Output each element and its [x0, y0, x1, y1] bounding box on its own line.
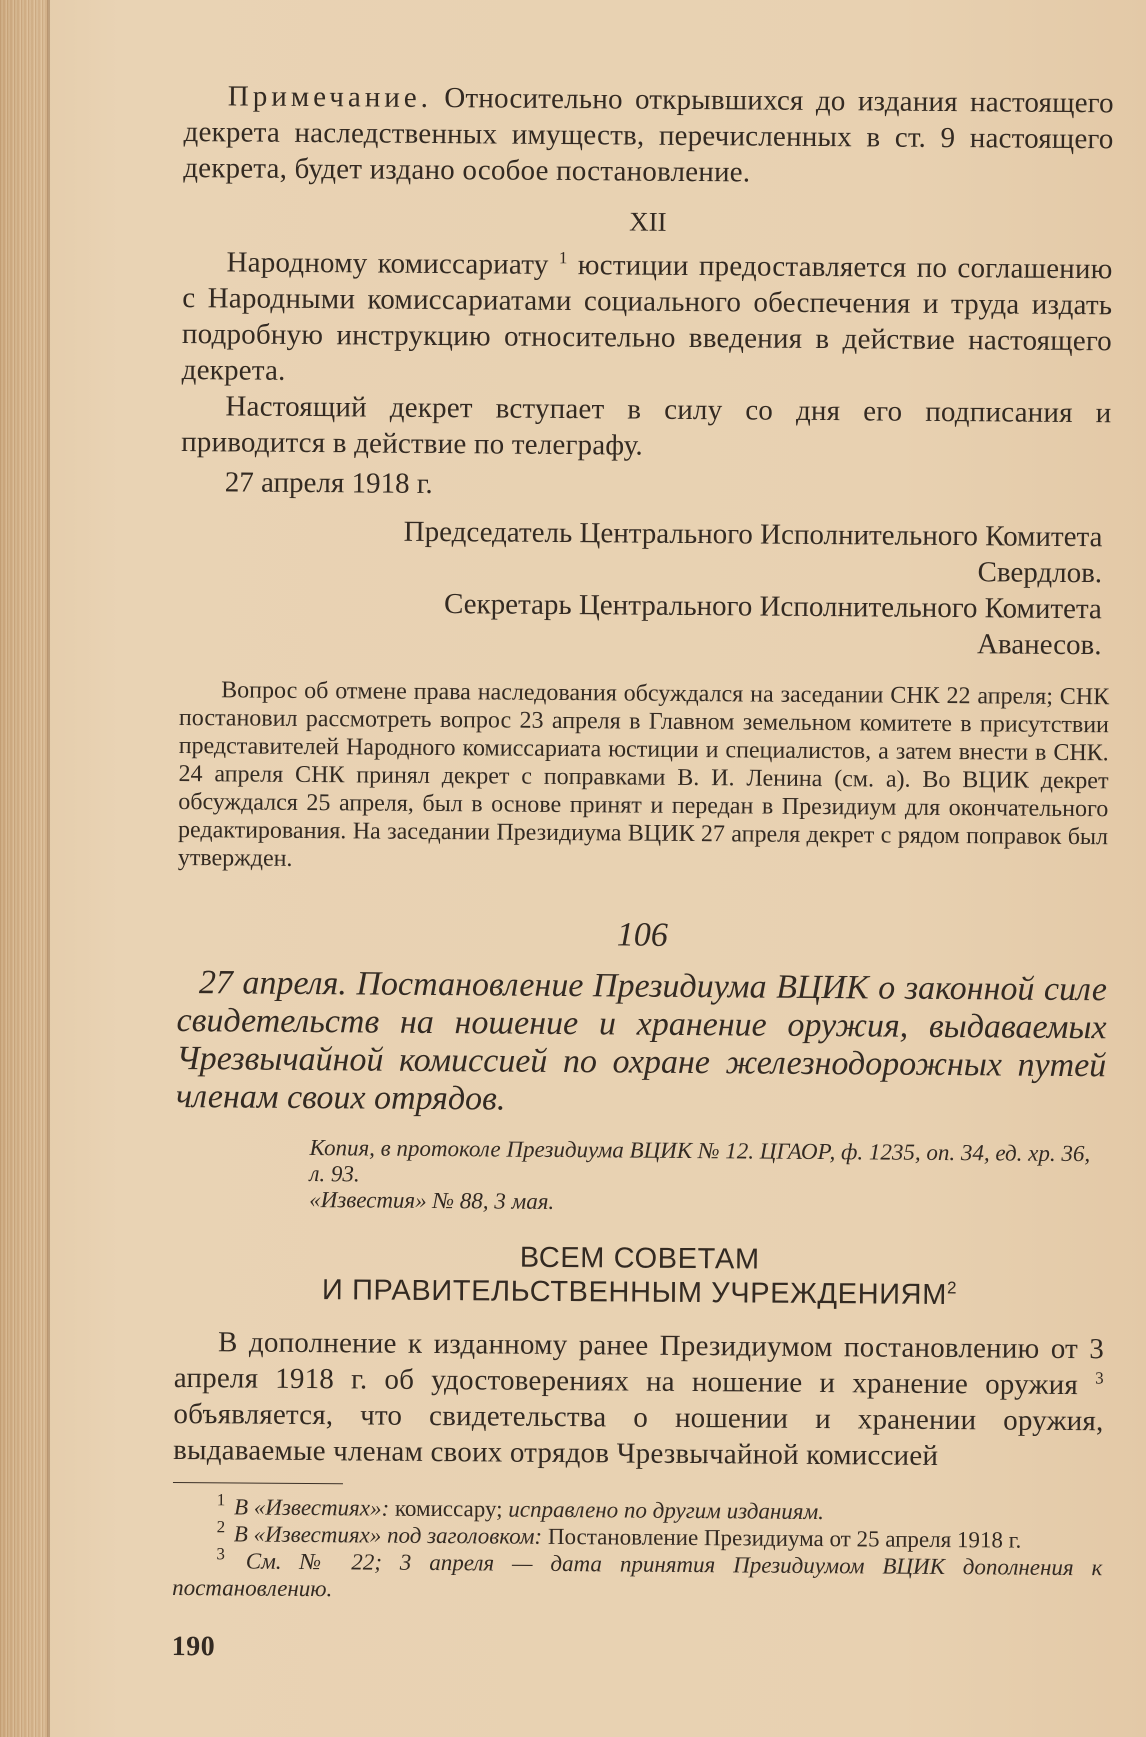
footnote-ref-2: 2 [946, 1278, 958, 1298]
footnote-2-marker: 2 [216, 1517, 226, 1537]
document-body-before: В дополнение к изданному ранее Президиумом постановлению от 3 апреля 1918 г. об удостоверениях на ношение и хранение оружия [173, 1326, 1105, 1402]
note-text: Относительно открывшихся до издания настоящего декрета наследственных имуществ, перечисленных в ст. 9 настоящего декрета, будет издано особое постановление. [183, 82, 1114, 189]
section-paragraph-1-after: юстиции предоставляется по соглашению с Народными комиссариатами социального обеспечения и труда издать подробную инструкцию относительно введения в действие настоящего декрета. [181, 249, 1113, 387]
decree-date: 27 апреля 1918 г. [224, 466, 433, 500]
decree-note-paragraph [183, 78, 1114, 193]
footnote-ref-3: 3 [1095, 1368, 1104, 1388]
document-title: 27 апреля. Постановление Президиума ВЦИК о законной силе свидетельств на ношение и хранение оружия, выдаваемых Чрезвычайной комиссией по охране железнодорожных путей членам своих отрядов. [175, 964, 1108, 1118]
footnote-3-marker: 3 [216, 1544, 225, 1564]
source-line-1: Копия, в протоколе Президиума ВЦИК № 12. ЦГАОР, ф. 1235, оп. 34, ед. хр. 36, л. 93. [309, 1135, 1091, 1187]
source-line-2: «Известия» № 88, 3 мая. [309, 1187, 555, 1214]
footnote-ref-1: 1 [558, 248, 568, 268]
page-content [172, 78, 1114, 1670]
heading-line-2 [174, 1272, 1104, 1313]
archival-source [309, 1135, 1106, 1219]
heading-line-2-text: И ПРАВИТЕЛЬСТВЕННЫМ УЧРЕЖДЕНИЯМ [321, 1274, 948, 1312]
signature-block [179, 512, 1110, 663]
footnote-1-italic: В «Известиях»: [233, 1494, 390, 1521]
secretary-name: Аванесов. [976, 628, 1102, 662]
footnote-1-italic-2: исправлено по другим изданиям. [508, 1496, 825, 1525]
editorial-commentary: Вопрос об отмене права наследования обсуждался на заседании СНК 22 апреля; СНК постановил рассмотреть вопрос 23 апреля в Главном земельном комитете в присутствии представителей Народного комиссариата юстиции и специалистов, а затем внести в СНК. 24 апреля СНК принял декрет с поправками В. И. Ленина (см. а). Во ВЦИК декрет обсуждался 25 апреля, был в основе принят и передан в Президиум для окончательного редактирования. На заседании Президиума ВЦИК 27 апреля декрет с рядом поправок был утвержден. [177, 677, 1110, 872]
note-label: Примечание. [227, 80, 433, 114]
section-paragraph-1-before: Народному комиссариату [226, 246, 549, 281]
document-body-after: объявляется, что свидетельства о ношении и хранении оружия, выдаваемые членам своих отрядов Чрезвычайной комиссией [173, 1397, 1104, 1472]
footnote-3-italic: См. № 22; 3 апреля — дата принятия Президиумом ВЦИК дополнения к постановлению. [172, 1548, 1103, 1602]
footnote-1-text: комиссару; [394, 1495, 503, 1522]
heading-line-1: ВСЕМ СОВЕТАМ [519, 1241, 760, 1276]
footnote-2-italic: В «Известиях» под заголовком: [233, 1521, 543, 1549]
page-edge-shadow [0, 0, 48, 1737]
chairman-name: Свердлов. [977, 556, 1103, 590]
page-number: 190 [171, 1630, 216, 1663]
section-paragraph-2: Настоящий декрет вступает в силу со дня его подписания и приводится в действие по телеграфу. [181, 390, 1112, 462]
footnote-3 [172, 1544, 1103, 1608]
secretary-title: Секретарь Центрального Исполнительного Комитета [443, 588, 1102, 626]
document-body [173, 1324, 1104, 1475]
footnote-divider [173, 1482, 343, 1484]
chairman-title: Председатель Центрального Исполнительного Комитета [403, 515, 1103, 554]
section-number: XII [629, 206, 667, 237]
section-paragraph-1 [182, 244, 1113, 395]
document-number: 106 [616, 916, 668, 954]
page-binding-crease [47, 0, 50, 1737]
address-heading [174, 1238, 1105, 1313]
footnote-1-marker: 1 [216, 1490, 226, 1510]
footnote-2-text: Постановление Президиума от 25 апреля 1918 г. [547, 1523, 1022, 1553]
